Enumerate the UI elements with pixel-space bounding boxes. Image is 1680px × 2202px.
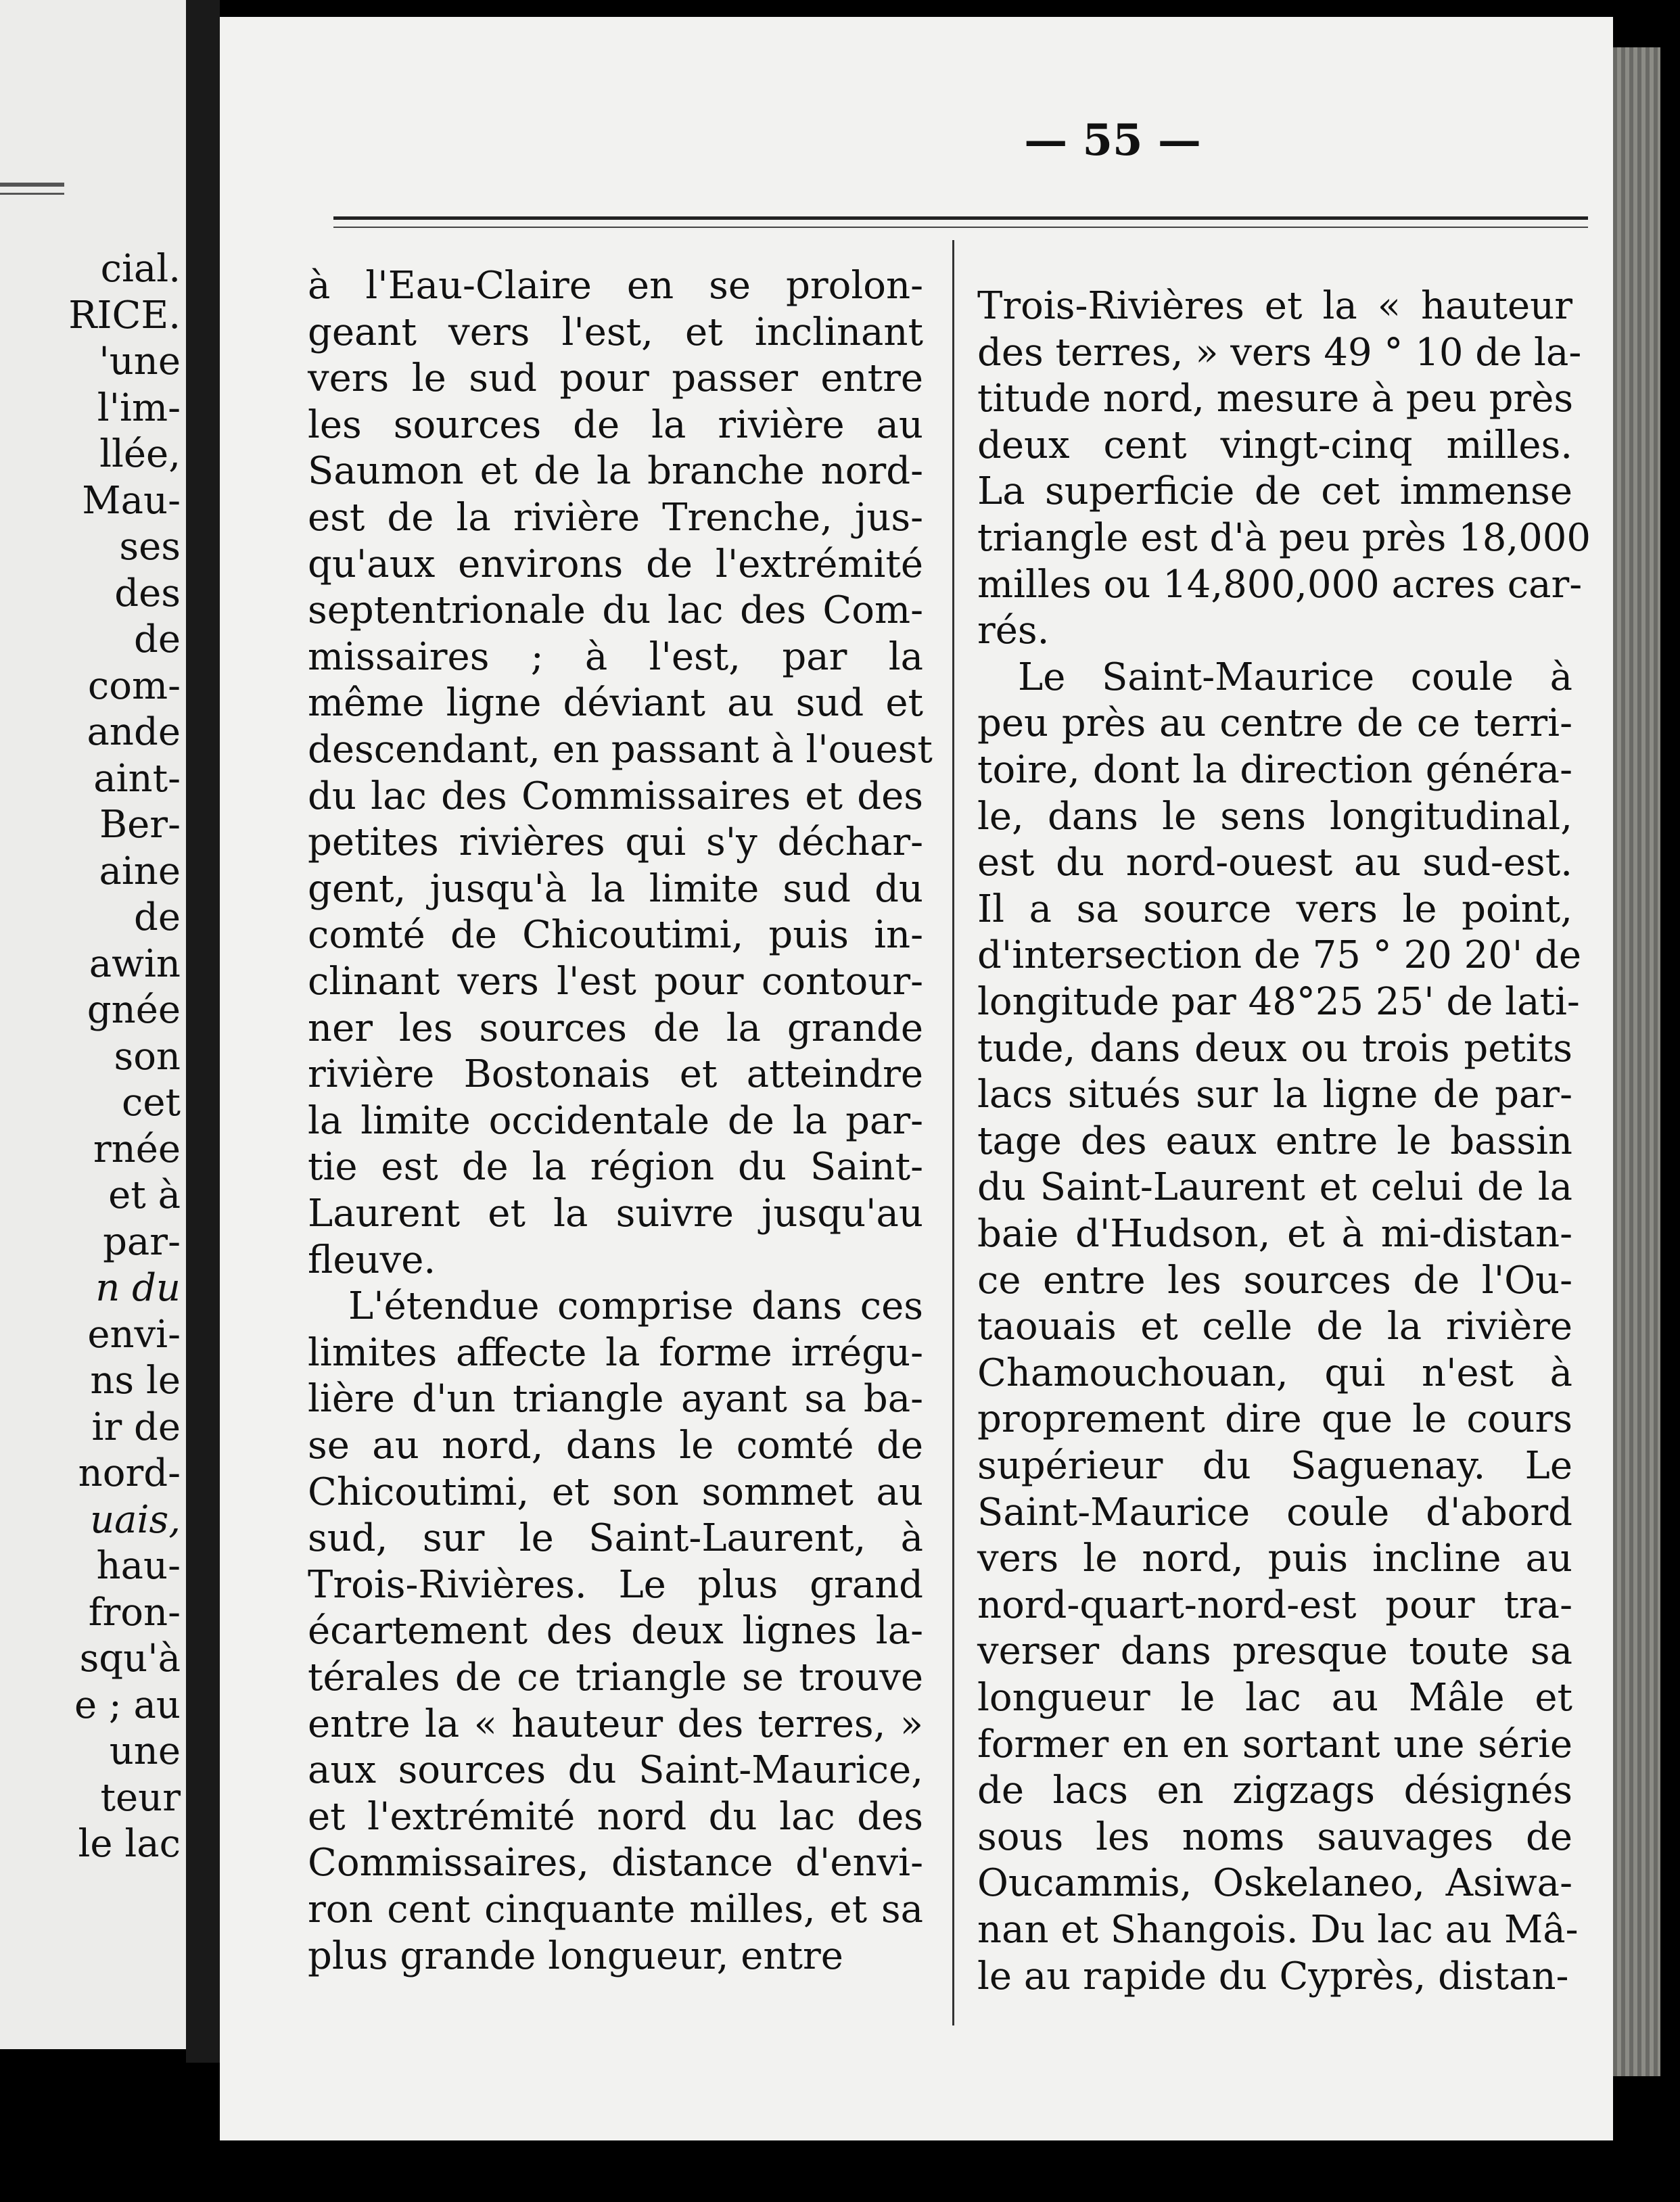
text-line: toire, dont la direction généra- [977, 748, 1572, 792]
left-page-line: ir de [91, 1405, 181, 1449]
left-page-line: cet [121, 1081, 181, 1125]
text-line: est du nord-ouest au sud-est. [977, 841, 1572, 885]
text-line: plus grande longueur, entre [308, 1934, 843, 1978]
text-line: Trois-Rivières et la « hauteur [977, 284, 1572, 328]
left-page-line: Ber- [99, 803, 181, 847]
left-page-line: des [114, 571, 181, 615]
text-line: des terres, » vers 49 ° 10 de la- [977, 330, 1582, 375]
text-line: du Saint-Laurent et celui de la [977, 1165, 1572, 1210]
text-line: tage des eaux entre le bassin [977, 1119, 1572, 1163]
text-line: tie est de la région du Saint- [308, 1145, 923, 1190]
text-line: triangle est d'à peu près 18,000 [977, 516, 1591, 560]
text-line: longitude par 48°25 25' de lati- [977, 980, 1580, 1024]
left-page-line: 'une [99, 339, 181, 383]
text-line: ce entre les sources de l'Ou- [977, 1258, 1572, 1303]
right-page [220, 17, 1613, 2140]
left-page-line: fron- [88, 1590, 181, 1635]
text-line: La superficie de cet immense [977, 469, 1572, 514]
text-line: le au rapide du Cyprès, distan- [977, 1954, 1569, 1998]
left-page-line: cial. [100, 247, 181, 291]
text-line: Commissaires, distance d'envi- [308, 1841, 923, 1885]
text-line: à l'Eau-Claire en se prolon- [308, 264, 923, 308]
left-page-line: le lac [78, 1822, 181, 1866]
left-page-line: ses [119, 525, 181, 569]
text-line: et l'extrémité nord du lac des [308, 1794, 923, 1839]
text-line: deux cent vingt-cinq milles. [977, 423, 1572, 467]
text-line: ner les sources de la grande [308, 1006, 923, 1050]
text-line: la limite occidentale de la par- [308, 1098, 923, 1143]
text-line: vers le sud pour passer entre [308, 356, 923, 401]
text-line: supérieur du Saguenay. Le [977, 1444, 1572, 1488]
text-line: vers le nord, puis incline au [977, 1537, 1572, 1581]
left-page-line: hau- [96, 1544, 181, 1588]
text-line: limites affecte la forme irrégu- [308, 1330, 923, 1375]
left-page-line: envi- [87, 1312, 181, 1357]
left-page-fragment [0, 0, 186, 2049]
text-line: ron cent cinquante milles, et sa [308, 1888, 923, 1931]
text-line: Saumon et de la branche nord- [308, 449, 923, 494]
left-page-line: RICE. [68, 293, 181, 337]
left-page-line: awin [89, 941, 181, 986]
left-page-line: Mau- [82, 478, 181, 523]
text-line: Chicoutimi, et son sommet au [308, 1470, 923, 1514]
text-line: septentrionale du lac des Com- [308, 588, 923, 633]
left-page-line: aint- [93, 756, 181, 801]
text-line: clinant vers l'est pour contour- [308, 960, 923, 1004]
text-line: nan et Shangois. Du lac au Mâ- [977, 1908, 1579, 1952]
text-line: Il a sa source vers le point, [977, 887, 1572, 931]
text-line: baie d'Hudson, et à mi-distan- [977, 1212, 1572, 1256]
text-line: les sources de la rivière au [308, 402, 923, 447]
left-page-line: com- [87, 663, 181, 708]
text-line: milles ou 14,800,000 acres car- [977, 562, 1583, 607]
text-line: former en en sortant une série [977, 1722, 1572, 1766]
header-rule [333, 216, 1588, 220]
left-page-rule [0, 193, 64, 195]
left-page-line: l'im- [97, 385, 181, 430]
text-line: même ligne déviant au sud et [308, 681, 923, 726]
text-line: peu près au centre de ce terri- [977, 701, 1572, 746]
text-line: titude nord, mesure à peu près [977, 377, 1574, 421]
text-line: Chamouchouan, qui n'est à [977, 1351, 1572, 1395]
page-number: — 55 — [1024, 115, 1201, 166]
text-line: comté de Chicoutimi, puis in- [308, 913, 923, 958]
text-line: lière d'un triangle ayant sa ba- [308, 1377, 923, 1422]
text-line: fleuve. [308, 1238, 436, 1282]
page-edges [1613, 47, 1660, 2076]
text-line: qu'aux environs de l'extrémité [308, 542, 923, 586]
text-line: rés. [977, 609, 1050, 653]
left-page-line: ns le [90, 1359, 181, 1403]
text-line: aux sources du Saint-Maurice, [308, 1748, 923, 1793]
left-page-line: llée, [99, 432, 181, 476]
text-line: se au nord, dans le comté de [308, 1424, 923, 1468]
text-line: Le Saint-Maurice coule à [1018, 655, 1572, 699]
text-line: térales de ce triangle se trouve [308, 1656, 923, 1700]
left-page-line: gnée [87, 988, 181, 1032]
text-line: Trois-Rivières. Le plus grand [308, 1562, 923, 1607]
left-page-line: de [134, 617, 181, 661]
text-line: proprement dire que le cours [977, 1397, 1572, 1442]
text-line: écartement des deux lignes la- [308, 1609, 923, 1654]
left-page-line: n du [95, 1266, 181, 1310]
text-line: d'intersection de 75 ° 20 20' de [977, 933, 1582, 978]
header-rule [333, 227, 1588, 228]
text-line: geant vers l'est, et inclinant [308, 310, 923, 354]
text-line: L'étendue comprise dans ces [348, 1284, 923, 1329]
left-page-line: par- [103, 1219, 181, 1264]
text-line: de lacs en zigzags désignés [977, 1768, 1572, 1813]
left-page-line: squ'à [79, 1637, 181, 1681]
text-line: gent, jusqu'à la limite sud du [308, 866, 923, 911]
text-line: est de la rivière Trenche, jus- [308, 496, 923, 540]
left-page-line: et à [108, 1173, 181, 1217]
left-page-line: ande [87, 710, 181, 754]
text-line: Saint-Maurice coule d'abord [977, 1490, 1572, 1535]
text-line: lacs situés sur la ligne de par- [977, 1073, 1572, 1117]
text-line: rivière Bostonais et atteindre [308, 1052, 923, 1097]
text-line: nord-quart-nord-est pour tra- [977, 1583, 1572, 1627]
book-gutter [186, 0, 220, 2063]
text-line: petites rivières qui s'y déchar- [308, 820, 923, 865]
text-line: sud, sur le Saint-Laurent, à [308, 1516, 923, 1561]
text-line: taouais et celle de la rivière [977, 1305, 1572, 1349]
text-line: verser dans presque toute sa [977, 1629, 1572, 1674]
text-line: entre la « hauteur des terres, » [308, 1702, 923, 1746]
text-line: Oucammis, Oskelaneo, Asiwa- [977, 1861, 1572, 1906]
left-page-rule [0, 183, 64, 187]
text-line: descendant, en passant à l'ouest [308, 728, 933, 772]
text-line: longueur le lac au Mâle et [977, 1676, 1572, 1720]
left-page-line: de [134, 895, 181, 939]
text-line: sous les noms sauvages de [977, 1814, 1572, 1859]
text-line: tude, dans deux ou trois petits [977, 1026, 1572, 1071]
left-page-line: rnée [93, 1127, 181, 1171]
left-page-line: uais, [90, 1497, 181, 1542]
text-line: le, dans le sens longitudinal, [977, 794, 1572, 839]
left-page-line: son [114, 1034, 181, 1079]
left-page-line: teur [100, 1775, 181, 1820]
text-line: Laurent et la suivre jusqu'au [308, 1192, 923, 1236]
column-divider [952, 240, 954, 2025]
text-line: missaires ; à l'est, par la [308, 634, 923, 679]
text-line: du lac des Commissaires et des [308, 774, 923, 818]
left-page-line: e ; au [74, 1683, 181, 1727]
left-page-line: aine [99, 849, 181, 893]
left-page-line: une [109, 1729, 181, 1773]
left-page-line: nord- [78, 1451, 181, 1495]
